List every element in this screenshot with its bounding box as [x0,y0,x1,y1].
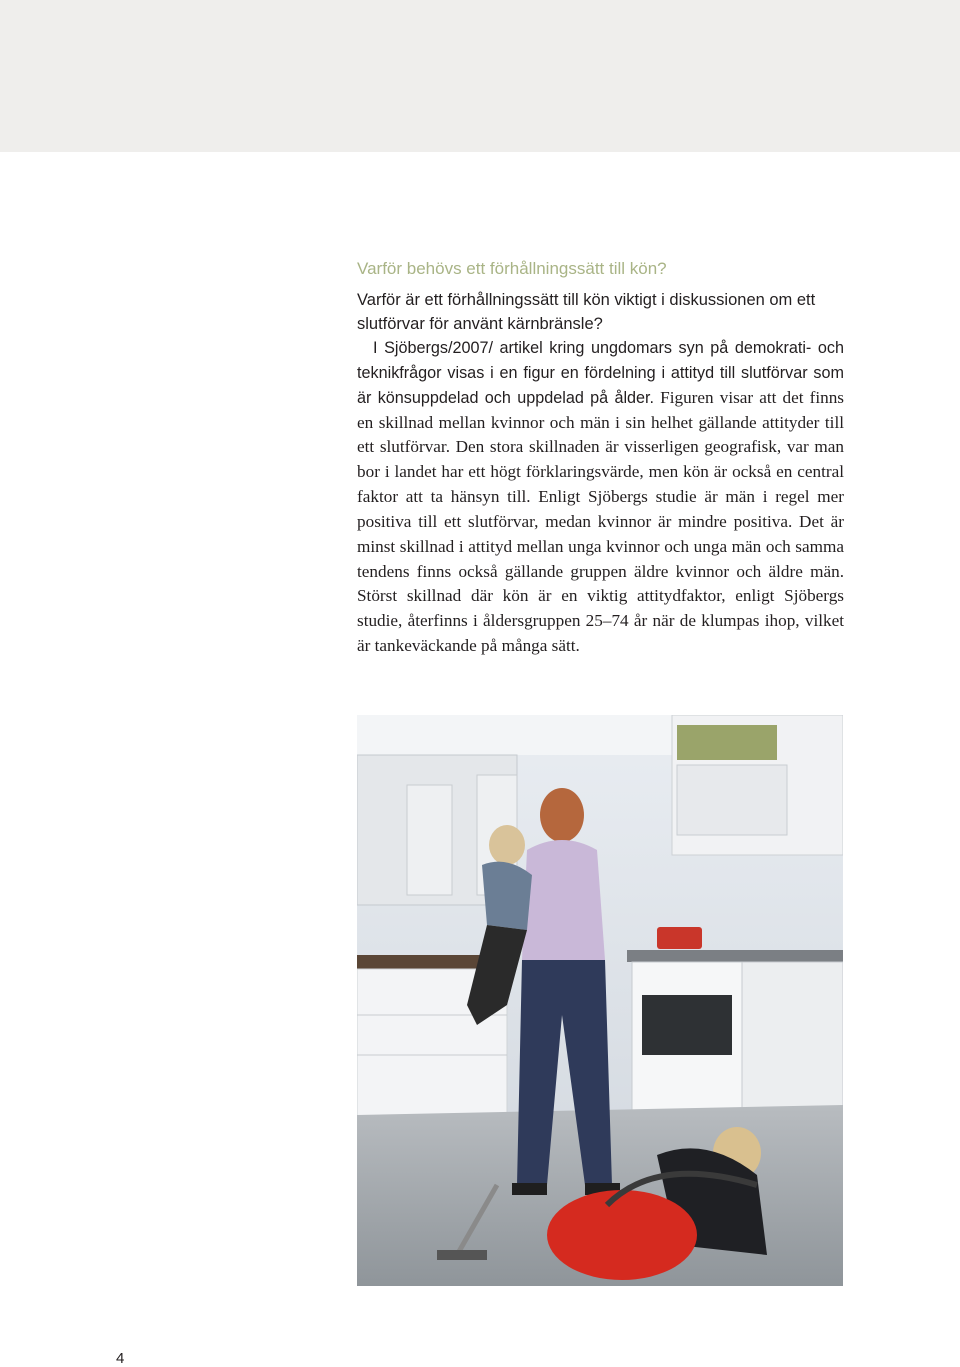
body-paragraph-part2: Figuren visar att det finns en skillnad mellan kvinnor och män i sin helhet gällande attityder till ett slutförvar. Den stora skillnaden är visserligen geografisk, var man bor i landet har ett högt förklaringsvärde, men kön är också en central faktor att ta hänsyn till. Enligt Sjöbergs studie är män i regel mer positiva till ett slutförvar, medan kvinnor är mindre positiva. Det är minst skillnad i attityd mellan unga kvinnor och unga män och samma tendens finns också gällande gruppen äldre kvinnor och äldre män. Störst skillnad där kön är en viktig attitydfaktor, enligt Sjöbergs studie, återfinns i åldersgruppen 25–74 år när de klumpas ihop, vilket är tankeväckande på många sätt. [357,387,844,656]
lead-question: Varför är ett förhållningssätt till kön viktigt i diskussionen om ett slutförvar för använt kärnbränsle? [357,291,816,334]
body-paragraph [357,336,844,659]
body-paragraph-part1: I Sjöbergs/2007/ artikel kring ungdomars syn på demokrati- och teknikfrågor visas i en figur en fördelning i attityd till slutförvar som är könsuppdelad och uppdelad på ålder. [357,339,844,407]
section-heading: Varför behövs ett förhållningssätt till kön? [357,259,667,278]
top-band [0,0,960,152]
page-number: 4 [116,1350,125,1367]
kitchen-photo [357,715,843,1286]
